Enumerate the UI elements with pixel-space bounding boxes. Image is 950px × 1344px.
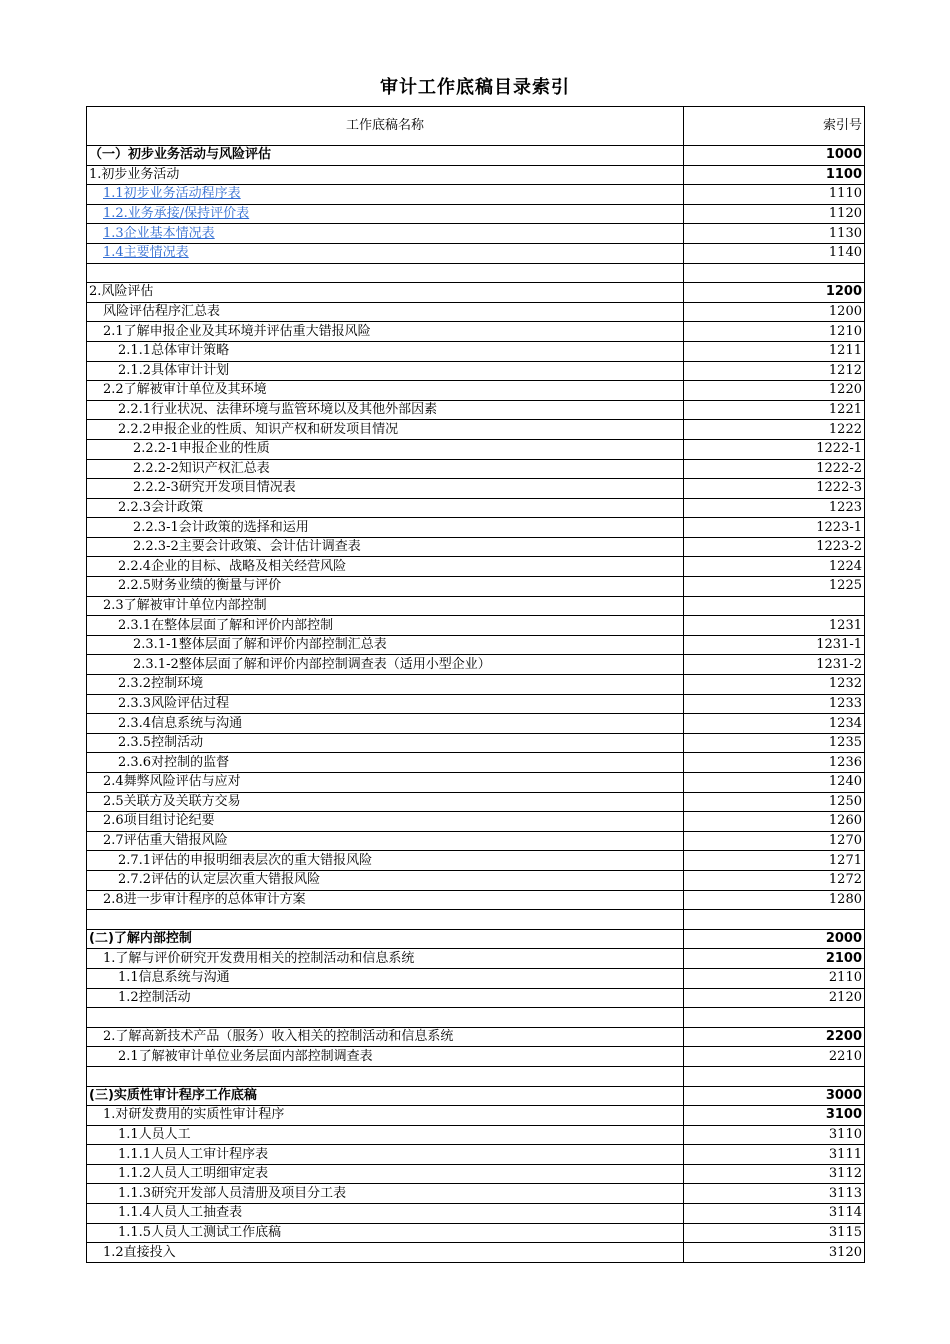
row-name-cell: 2.2.4企业的目标、战略及相关经营风险 bbox=[87, 557, 684, 577]
row-index-cell: 1000 bbox=[684, 146, 865, 166]
row-index-cell: 1220 bbox=[684, 381, 865, 401]
row-index-cell: 1221 bbox=[684, 400, 865, 420]
table-row bbox=[87, 890, 865, 910]
blank-row bbox=[87, 1008, 865, 1028]
row-name-cell: 1.2控制活动 bbox=[87, 988, 684, 1008]
row-index-cell: 3110 bbox=[684, 1125, 865, 1145]
row-name-cell bbox=[87, 910, 684, 930]
row-index-cell: 1280 bbox=[684, 890, 865, 910]
table-row bbox=[87, 1184, 865, 1204]
row-name-cell[interactable] bbox=[87, 185, 684, 205]
table-row bbox=[87, 675, 865, 695]
row-index-cell: 1233 bbox=[684, 694, 865, 714]
table-row bbox=[87, 1243, 865, 1263]
table-row bbox=[87, 479, 865, 499]
row-name-cell: 1.对研发费用的实质性审计程序 bbox=[87, 1106, 684, 1126]
blank-row bbox=[87, 263, 865, 283]
row-name-cell: 1.1.1人员人工审计程序表 bbox=[87, 1145, 684, 1165]
row-name-cell: 2.6项目组讨论纪要 bbox=[87, 812, 684, 832]
row-name-cell: (三)实质性审计程序工作底稿 bbox=[87, 1086, 684, 1106]
row-index-cell: 1222 bbox=[684, 420, 865, 440]
row-index-cell: 3000 bbox=[684, 1086, 865, 1106]
row-index-cell bbox=[684, 1008, 865, 1028]
row-index-cell: 1100 bbox=[684, 165, 865, 185]
table-row bbox=[87, 870, 865, 890]
workpaper-link[interactable]: 1.1初步业务活动程序表 bbox=[103, 186, 241, 202]
row-index-cell: 1120 bbox=[684, 204, 865, 224]
row-index-cell: 1272 bbox=[684, 870, 865, 890]
row-name-cell: 2.3了解被审计单位内部控制 bbox=[87, 596, 684, 616]
row-index-cell: 2000 bbox=[684, 929, 865, 949]
section-row bbox=[87, 1086, 865, 1106]
table-row bbox=[87, 968, 865, 988]
row-name-cell: 风险评估程序汇总表 bbox=[87, 302, 684, 322]
table-row bbox=[87, 1047, 865, 1067]
row-index-cell: 3111 bbox=[684, 1145, 865, 1165]
table-row bbox=[87, 518, 865, 538]
row-name-cell: 2.3.5控制活动 bbox=[87, 733, 684, 753]
table-row bbox=[87, 322, 865, 342]
row-name-cell: 2.风险评估 bbox=[87, 283, 684, 303]
workpaper-link[interactable]: 1.2.业务承接/保持评价表 bbox=[103, 206, 250, 222]
row-index-cell bbox=[684, 596, 865, 616]
header-index-cell: 索引号 bbox=[684, 107, 865, 146]
row-index-cell: 1223-2 bbox=[684, 537, 865, 557]
row-name-cell: 1.1.2人员人工明细审定表 bbox=[87, 1164, 684, 1184]
row-index-cell bbox=[684, 263, 865, 283]
row-name-cell: 1.1.5人员人工测试工作底稿 bbox=[87, 1223, 684, 1243]
row-index-cell: 1211 bbox=[684, 341, 865, 361]
row-index-cell: 1212 bbox=[684, 361, 865, 381]
row-index-cell: 2100 bbox=[684, 949, 865, 969]
row-name-cell: 2.1.2具体审计计划 bbox=[87, 361, 684, 381]
row-index-cell: 1235 bbox=[684, 733, 865, 753]
table-row bbox=[87, 1223, 865, 1243]
table-row bbox=[87, 577, 865, 597]
table-row bbox=[87, 694, 865, 714]
row-name-cell: 2.4舞弊风险评估与应对 bbox=[87, 773, 684, 793]
row-index-cell: 1260 bbox=[684, 812, 865, 832]
row-name-cell: 2.1.1总体审计策略 bbox=[87, 341, 684, 361]
row-index-cell: 1130 bbox=[684, 224, 865, 244]
workpaper-link[interactable]: 1.4主要情况表 bbox=[103, 245, 189, 261]
table-row bbox=[87, 831, 865, 851]
table-row bbox=[87, 204, 865, 224]
row-name-cell: 1.1.3研究开发部人员清册及项目分工表 bbox=[87, 1184, 684, 1204]
table-row bbox=[87, 185, 865, 205]
row-index-cell: 1271 bbox=[684, 851, 865, 871]
row-name-cell: 2.1了解申报企业及其环境并评估重大错报风险 bbox=[87, 322, 684, 342]
row-name-cell bbox=[87, 1066, 684, 1086]
table-row bbox=[87, 439, 865, 459]
row-index-cell: 3120 bbox=[684, 1243, 865, 1263]
row-index-cell bbox=[684, 910, 865, 930]
table-row bbox=[87, 165, 865, 185]
table-row bbox=[87, 400, 865, 420]
table-row bbox=[87, 302, 865, 322]
row-name-cell[interactable] bbox=[87, 204, 684, 224]
row-name-cell: 2.3.6对控制的监督 bbox=[87, 753, 684, 773]
row-name-cell: 1.2直接投入 bbox=[87, 1243, 684, 1263]
table-row bbox=[87, 1106, 865, 1126]
row-name-cell: 2.2.3-2主要会计政策、会计估计调查表 bbox=[87, 537, 684, 557]
table-row bbox=[87, 243, 865, 263]
table-row bbox=[87, 361, 865, 381]
row-name-cell: 2.3.1-2整体层面了解和评价内部控制调查表（适用小型企业） bbox=[87, 655, 684, 675]
row-index-cell: 1250 bbox=[684, 792, 865, 812]
row-index-cell: 2110 bbox=[684, 968, 865, 988]
table-row bbox=[87, 851, 865, 871]
row-index-cell: 2200 bbox=[684, 1027, 865, 1047]
row-index-cell: 1222-2 bbox=[684, 459, 865, 479]
section-row bbox=[87, 146, 865, 166]
row-name-cell: 2.2.2-3研究开发项目情况表 bbox=[87, 479, 684, 499]
row-name-cell: 2.5关联方及关联方交易 bbox=[87, 792, 684, 812]
row-name-cell: 1.了解与评价研究开发费用相关的控制活动和信息系统 bbox=[87, 949, 684, 969]
table-row bbox=[87, 341, 865, 361]
row-name-cell: 2.3.1-1整体层面了解和评价内部控制汇总表 bbox=[87, 635, 684, 655]
row-index-cell: 3114 bbox=[684, 1204, 865, 1224]
row-name-cell: 1.1信息系统与沟通 bbox=[87, 968, 684, 988]
row-name-cell: 2.7评估重大错报风险 bbox=[87, 831, 684, 851]
workpaper-link[interactable]: 1.3企业基本情况表 bbox=[103, 225, 215, 241]
table-header-row bbox=[87, 107, 865, 146]
table-row bbox=[87, 1145, 865, 1165]
row-index-cell: 1270 bbox=[684, 831, 865, 851]
table-row bbox=[87, 459, 865, 479]
row-index-cell: 1200 bbox=[684, 283, 865, 303]
row-index-cell: 1200 bbox=[684, 302, 865, 322]
blank-row bbox=[87, 910, 865, 930]
row-index-cell: 1225 bbox=[684, 577, 865, 597]
row-name-cell: 2.2.3-1会计政策的选择和运用 bbox=[87, 518, 684, 538]
row-index-cell: 1232 bbox=[684, 675, 865, 695]
row-name-cell: 1.初步业务活动 bbox=[87, 165, 684, 185]
table-row bbox=[87, 753, 865, 773]
row-name-cell: 1.1人员人工 bbox=[87, 1125, 684, 1145]
table-row bbox=[87, 635, 865, 655]
table-row bbox=[87, 733, 865, 753]
row-index-cell: 1234 bbox=[684, 714, 865, 734]
row-index-cell: 1223 bbox=[684, 498, 865, 518]
table-row bbox=[87, 1164, 865, 1184]
row-index-cell: 1140 bbox=[684, 243, 865, 263]
row-index-cell: 2210 bbox=[684, 1047, 865, 1067]
row-index-cell: 1110 bbox=[684, 185, 865, 205]
row-name-cell: 2.3.1在整体层面了解和评价内部控制 bbox=[87, 616, 684, 636]
row-index-cell: 3113 bbox=[684, 1184, 865, 1204]
row-index-cell bbox=[684, 1066, 865, 1086]
row-name-cell: 2.2.2申报企业的性质、知识产权和研发项目情况 bbox=[87, 420, 684, 440]
row-name-cell: 2.1了解被审计单位业务层面内部控制调查表 bbox=[87, 1047, 684, 1067]
table-row bbox=[87, 283, 865, 303]
row-name-cell: 2.2.3会计政策 bbox=[87, 498, 684, 518]
document-title: 审计工作底稿目录索引 bbox=[380, 77, 570, 98]
table-row bbox=[87, 596, 865, 616]
table-row bbox=[87, 224, 865, 244]
row-name-cell: 2.2.1行业状况、法律环境与监管环境以及其他外部因素 bbox=[87, 400, 684, 420]
row-index-cell: 2120 bbox=[684, 988, 865, 1008]
row-index-cell: 3112 bbox=[684, 1164, 865, 1184]
row-name-cell: 2.2了解被审计单位及其环境 bbox=[87, 381, 684, 401]
row-name-cell[interactable] bbox=[87, 224, 684, 244]
row-name-cell: （一）初步业务活动与风险评估 bbox=[87, 146, 684, 166]
row-index-cell: 3100 bbox=[684, 1106, 865, 1126]
row-index-cell: 1210 bbox=[684, 322, 865, 342]
table-row bbox=[87, 498, 865, 518]
row-name-cell: 2.2.2-1申报企业的性质 bbox=[87, 439, 684, 459]
table-row bbox=[87, 537, 865, 557]
table-row bbox=[87, 616, 865, 636]
row-name-cell: 2.8进一步审计程序的总体审计方案 bbox=[87, 890, 684, 910]
table-row bbox=[87, 557, 865, 577]
table-row bbox=[87, 949, 865, 969]
row-name-cell: 2.3.4信息系统与沟通 bbox=[87, 714, 684, 734]
row-name-cell: 1.1.4人员人工抽查表 bbox=[87, 1204, 684, 1224]
row-name-cell: 2.2.5财务业绩的衡量与评价 bbox=[87, 577, 684, 597]
row-index-cell: 3115 bbox=[684, 1223, 865, 1243]
row-index-cell: 1223-1 bbox=[684, 518, 865, 538]
row-name-cell: (二)了解内部控制 bbox=[87, 929, 684, 949]
row-name-cell bbox=[87, 1008, 684, 1028]
row-name-cell: 2.3.3风险评估过程 bbox=[87, 694, 684, 714]
workpaper-index-table bbox=[86, 106, 865, 1263]
row-name-cell[interactable] bbox=[87, 243, 684, 263]
table-row bbox=[87, 714, 865, 734]
row-index-cell: 1231-1 bbox=[684, 635, 865, 655]
row-name-cell: 2.了解高新技术产品（服务）收入相关的控制活动和信息系统 bbox=[87, 1027, 684, 1047]
row-name-cell: 2.7.2评估的认定层次重大错报风险 bbox=[87, 870, 684, 890]
row-index-cell: 1231-2 bbox=[684, 655, 865, 675]
row-index-cell: 1224 bbox=[684, 557, 865, 577]
row-index-cell: 1222-3 bbox=[684, 479, 865, 499]
row-name-cell: 2.3.2控制环境 bbox=[87, 675, 684, 695]
row-index-cell: 1222-1 bbox=[684, 439, 865, 459]
row-name-cell: 2.7.1评估的申报明细表层次的重大错报风险 bbox=[87, 851, 684, 871]
section-row bbox=[87, 929, 865, 949]
table-row bbox=[87, 773, 865, 793]
row-index-cell: 1240 bbox=[684, 773, 865, 793]
row-name-cell: 2.2.2-2知识产权汇总表 bbox=[87, 459, 684, 479]
header-name-cell: 工作底稿名称 bbox=[87, 107, 684, 146]
row-index-cell: 1231 bbox=[684, 616, 865, 636]
table-row bbox=[87, 1204, 865, 1224]
table-row bbox=[87, 1027, 865, 1047]
row-index-cell: 1236 bbox=[684, 753, 865, 773]
table-row bbox=[87, 988, 865, 1008]
table-row bbox=[87, 655, 865, 675]
blank-row bbox=[87, 1066, 865, 1086]
table-row bbox=[87, 792, 865, 812]
table-row bbox=[87, 381, 865, 401]
table-row bbox=[87, 1125, 865, 1145]
row-name-cell bbox=[87, 263, 684, 283]
table-row bbox=[87, 420, 865, 440]
table-row bbox=[87, 812, 865, 832]
